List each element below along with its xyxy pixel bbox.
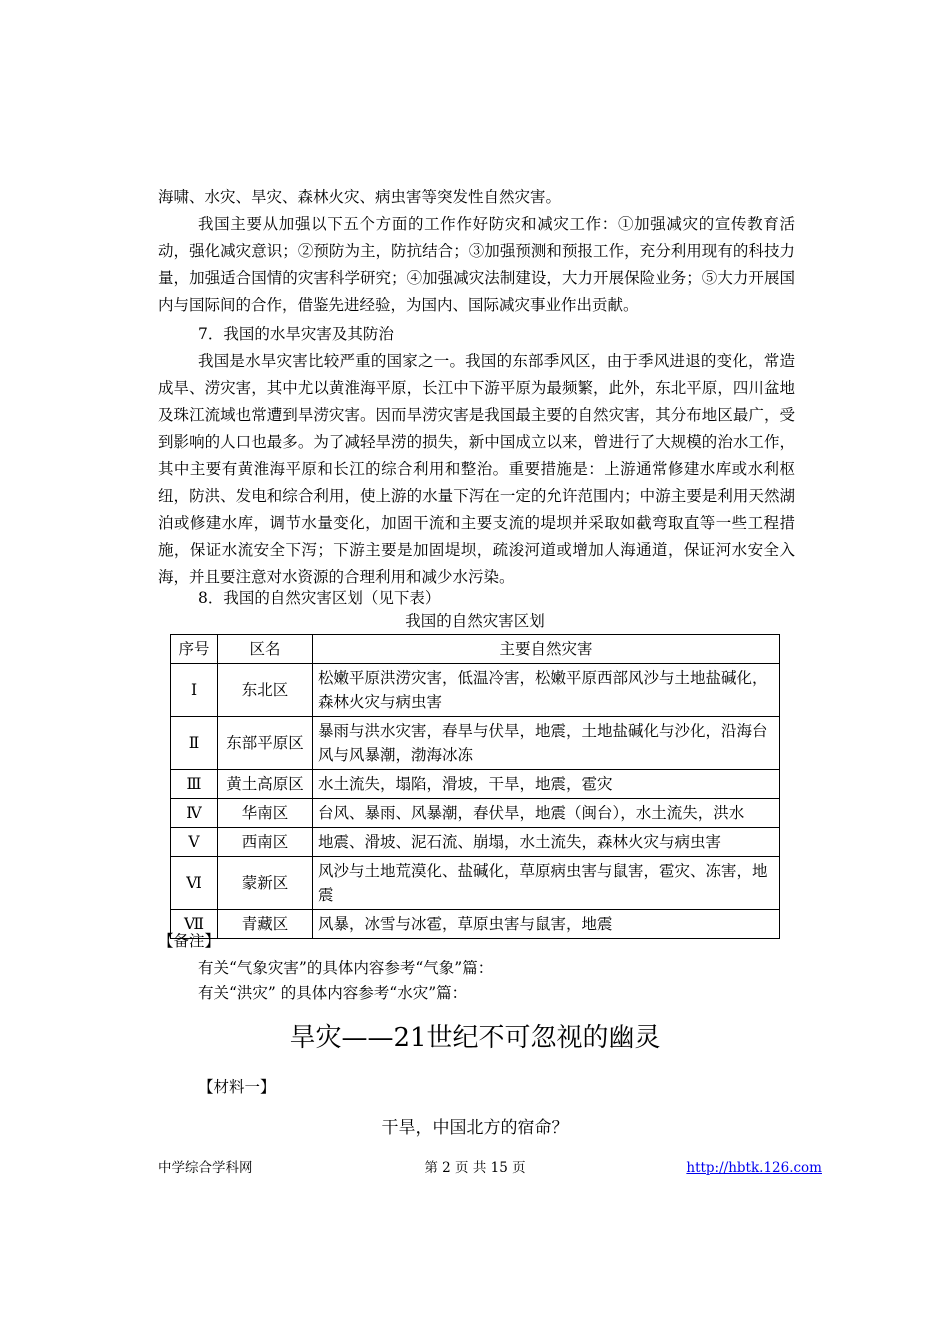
row-region: 蒙新区: [218, 857, 313, 910]
note-line-2: 有关“洪灾” 的具体内容参考“水灾”篇：: [198, 984, 468, 1002]
row-index: Ⅰ: [171, 664, 218, 717]
row-region: 东部平原区: [218, 717, 313, 770]
row-region: 黄土高原区: [218, 770, 313, 799]
table-caption: 我国的自然灾害区划: [405, 612, 545, 630]
footer-page-number: 第 2 页 共 15 页: [424, 1160, 526, 1176]
row-disasters: 风暴，冰雪与冰雹，草原虫害与鼠害，地震: [313, 910, 780, 939]
row-index: Ⅴ: [171, 828, 218, 857]
row-region: 华南区: [218, 799, 313, 828]
row-disasters: 风沙与土地荒漠化、盐碱化，草原病虫害与鼠害，雹灾、冻害，地震: [313, 857, 780, 910]
header-index: 序号: [171, 635, 218, 664]
row-region: 青藏区: [218, 910, 313, 939]
header-disasters: 主要自然灾害: [313, 635, 780, 664]
table-row: [171, 664, 780, 717]
row-region: 东北区: [218, 664, 313, 717]
paragraph-flood-drought: 我国是水旱灾害比较严重的国家之一。我国的东部季风区，由于季风进退的变化，常造成旱、涝灾害，其中尤以黄淮海平原，长江中下游平原为最频繁，此外，东北平原，四川盆地及珠江流域也常遭到旱涝灾害。因而旱涝灾害是我国最主要的自然灾害，其分布地区最广，受到影响的人口也最多。为了减轻旱涝的损失，新中国成立以来，曾进行了大规模的治水工作，其中主要有黄淮海平原和长江的综合利用和整治。重要措施是：上游通常修建水库或水利枢纽，防洪、发电和综合利用，使上游的水量下泻在一定的允许范围内；中游主要是利用天然湖泊或修建水库，调节水量变化，加固干流和主要支流的堤坝并采取如截弯取直等一些工程措施，保证水流安全下泻；下游主要是加固堤坝，疏浚河道或增加人海通道，保证河水安全入海，并且要注意对水资源的合理利用和减少水污染。: [158, 352, 795, 586]
paragraph-disaster-reduction: 我国主要从加强以下五个方面的工作作好防灾和减灾工作：①加强减灾的宣传教育活动，强化减灾意识；②预防为主，防抗结合；③加强预测和预报工作，充分利用现有的科技力量，加强适合国情的灾害科学研究；④加强减灾法制建设，大力开展保险业务；⑤大力开展国内与国际间的合作，借鉴先进经验，为国内、国际减灾事业作出贡献。: [158, 215, 795, 314]
row-index: Ⅱ: [171, 717, 218, 770]
row-disasters: 地震、滑坡、泥石流、崩塌，水土流失，森林火灾与病虫害: [313, 828, 780, 857]
article-title: 旱灾——21世纪不可忽视的幽灵: [289, 1023, 661, 1053]
section-heading-7: 7．我国的水旱灾害及其防治: [198, 325, 394, 343]
table-row: [171, 910, 780, 939]
row-disasters: 台风、暴雨、风暴潮，春伏旱，地震（闽台），水土流失，洪水: [313, 799, 780, 828]
row-index: Ⅳ: [171, 799, 218, 828]
row-disasters: 松嫩平原洪涝灾害，低温冷害，松嫩平原西部风沙与土地盐碱化，森林火灾与病虫害: [313, 664, 780, 717]
table-row: [171, 857, 780, 910]
disaster-zoning-table: [170, 634, 780, 939]
table-header-row: [171, 635, 780, 664]
notes-label: 【备注】: [158, 932, 221, 950]
body-line-0: 海啸、水灾、旱灾、森林火灾、病虫害等突发性自然灾害。: [158, 188, 562, 206]
material-label: 【材料一】: [198, 1078, 276, 1096]
row-index: Ⅲ: [171, 770, 218, 799]
row-disasters: 水土流失，塌陷，滑坡，干旱，地震，雹灾: [313, 770, 780, 799]
row-region: 西南区: [218, 828, 313, 857]
table-row: [171, 828, 780, 857]
table-row: [171, 770, 780, 799]
table-row: [171, 799, 780, 828]
table-row: [171, 717, 780, 770]
header-region: 区名: [218, 635, 313, 664]
article-subtitle: 干旱，中国北方的宿命？: [381, 1118, 569, 1138]
section-heading-8: 8．我国的自然灾害区划（见下表）: [198, 589, 441, 607]
row-index: Ⅵ: [171, 857, 218, 910]
footer-link[interactable]: http://hbtk.126.com: [686, 1160, 822, 1176]
row-disasters: 暴雨与洪水灾害，春旱与伏旱，地震，土地盐碱化与沙化，沿海台风与风暴潮，渤海冰冻: [313, 717, 780, 770]
footer-site-name: 中学综合学科网: [158, 1160, 253, 1176]
note-line-1: 有关“气象灾害”的具体内容参考“气象”篇：: [198, 959, 494, 977]
row-index: Ⅶ: [171, 910, 218, 939]
